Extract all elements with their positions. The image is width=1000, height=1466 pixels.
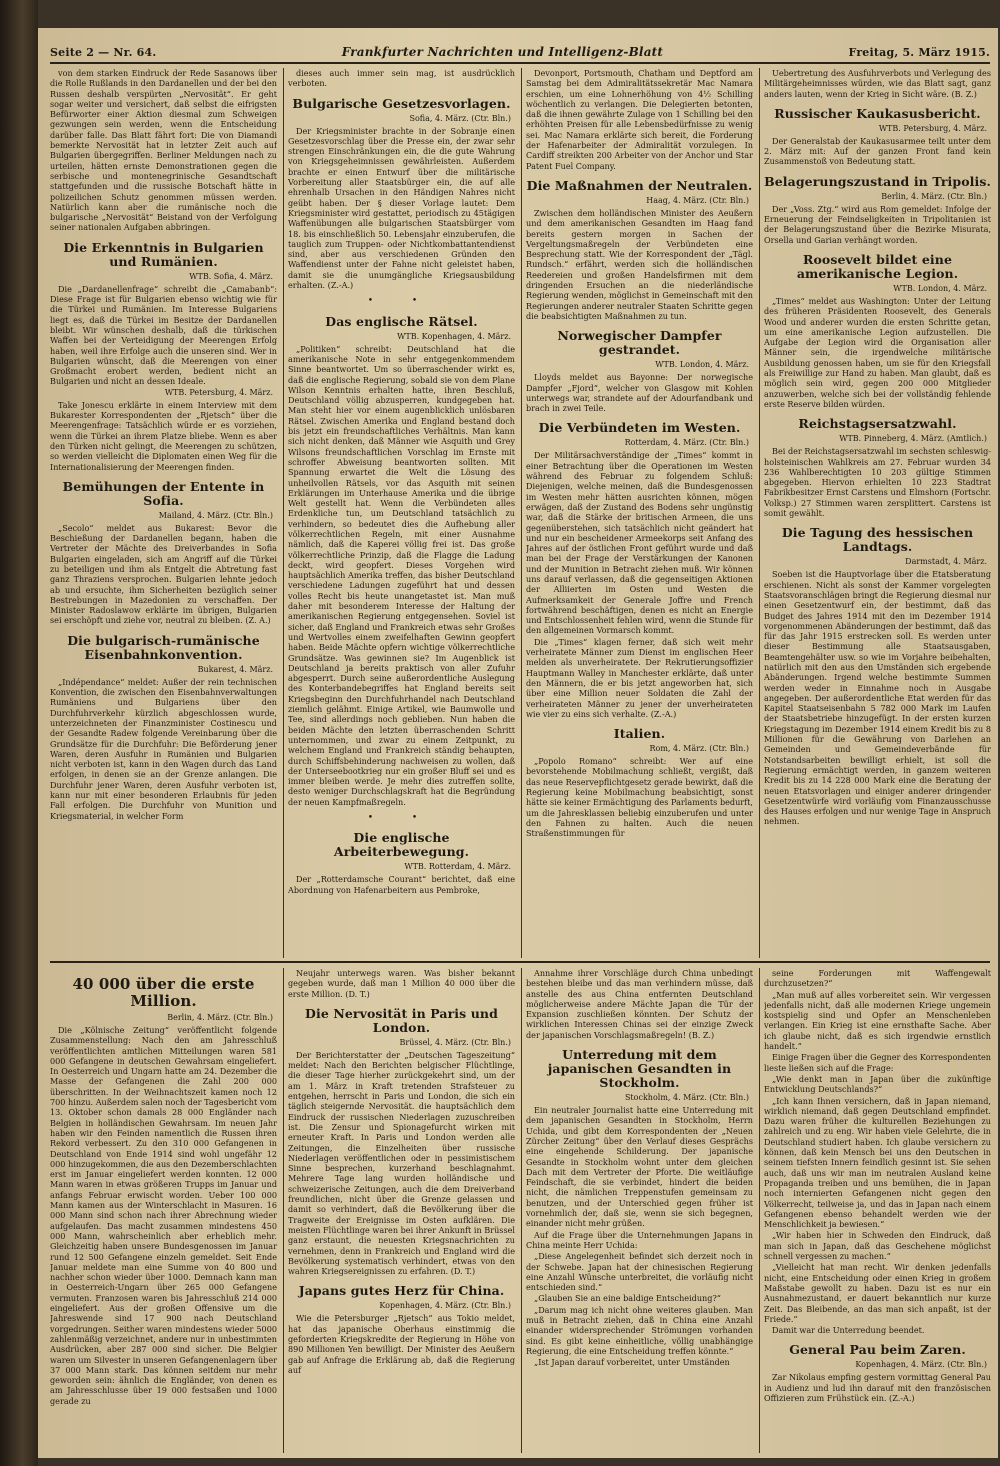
top-section — [50, 68, 990, 958]
dateline: Mailand, 4. März. (Ctr. Bln.) — [158, 510, 273, 520]
article-text: Der Berichterstatter der „Deutschen Tageszeitung“ meldet: Nach den Berichten belgischer Flüchtlinge, die dieser Tage hierher zurückgekehrt sind, um der am 1. März in Kraft tretenden Strafsteuer zu entgehen, herrscht in Paris und London, die sich ein täglich steigernde Nervosität. die hauptsächlich dem Eindruck der russischen Niederlagen zuzuschreiben ist. Die Zensur und Spionagefurcht wirken mit erneuter Kraft. In Paris und London werden alle Zeitungen, die Einzelheiten über russische Niederlagen veröffentlichen oder in pessimistischem Sinne besprechen, kurzerhand beschlagnahmt. Mehrere Tage lang wurden holländische und schweizerische Zeitungen, auch die dem Dreiverband freundlichen, nicht über die Grenze gelassen und damit so verhindert, daß die Bevölkerung über die Tragweite der Ereignisse im Osten aufklären. Die meisten Flüchtlinge waren bei ihrer Ankunft in Brüssel ganz erstaunt, die neuesten Kriegsnachrichten zu vernehmen, denn in Frankreich und England wird die Bevölkerung systematisch verhindert, etwas von den wahren Kriegsereignissen zu erfahren. (D. T.) — [288, 1049, 515, 1277]
column-divider — [759, 68, 760, 958]
article-text: Neujahr unterwegs waren. Was bisher bekannt gegeben wurde, daß man 1 Million 40 000 über die erste Million. (D. T.) — [288, 968, 515, 999]
bottom-section — [50, 968, 990, 1453]
dateline: Rotterdam, 4. März. (Ctr. Bln.) — [624, 438, 749, 448]
article-text: „Secolo“ meldet aus Bukarest: Bevor die Beschießung der Dardanellen begann, haben die Vertreter der Mächte des Dreiverbandes in Sofia Bulgarien eingeladen, sich am Angriff auf die Türkei zu beteiligen und ihm als Entgelt die Abtretung fast ganz Thraziens versprochen. Bulgarien lehnte jedoch ab und ersuchte, ihm Sicherheiten bezüglich seiner Bestrebungen in Mazedonien zu verschaffen. Der Minister Radoslawow erklärte im übrigen, Bulgarien sei erschöpft und ziehe vor, neutral zu bleiben. (Z. A.) — [50, 522, 277, 626]
article-text: „Glauben Sie an eine baldige Entscheidung?“ — [534, 1293, 721, 1304]
article-text: Der Militärsachverständige der „Times“ kommt in einer Betrachtung über die Operationen im Westen während des Februar zu folgendem Schluß: Diejenigen, welche meinen, daß die Bundesgenossen im Westen mehr hätten ausrichten können, mögen erwägen, daß der Zustand des Bodens sehr ungünstig war, daß die Stärke der britischen Armeen, die uns gegenüberstehen, sich tatsächlich nicht geändert hat und nur ein bescheidener Armeekorps seit Anfang des Jahres auf der östlichen Front geführt wurde und daß man bei der Frage der Verstärkungen der Kanonen und der Munition in Betracht ziehen muß. Wir können uns darauf verlassen, daß die gegenseitigen Aktionen der Alliierten im Osten und Westen die Aufmerksamkeit der Generale Joffre und French fortwährend beschäftigen, denen es nicht an Energie und Entschlossenheit fehlen wird, wenn die Stunde für den allgemeinen Vormarsch kommt. — [526, 450, 753, 636]
column-divider — [283, 68, 284, 958]
dateline: Brüssel, 4. März. (Ctr. Bln.) — [399, 1037, 511, 1047]
article-text: Die „Dardanellenfrage“ schreibt die „Camabanb“: Diese Frage ist für Bulgarien ebenso wichtig wie für die Türkei und Rumänien. Im Interesse Bulgariens liegt es, daß die Türkei im Besitze der Dardanellen bleibt. Wir wünschen deshalb, daß die türkischen Waffen bei der Verteidigung der Meerengen Erfolg haben, weil ihre Erfolge auch die unseren sind. Wer in Bulgarien wünscht, daß die Meerengen von einer Großmacht erobert werden, bedient nicht an Bulgarien und nicht an dessen Ideale. — [50, 283, 277, 387]
dateline: WTB. Petersburg, 4. März. — [164, 387, 273, 397]
article-text: Zar Nikolaus empfing gestern vormittag General Pau in Audienz und lud ihn darauf mit den französischen Offizieren zum Frühstück ein. (Z.-A.) — [764, 1372, 991, 1403]
dateline: Sofia, 4. März. (Ctr. Bln.) — [409, 113, 511, 123]
headline: Das englische Rätsel. — [325, 313, 478, 329]
article-text: „Diese Angelegenheit befindet sich derzeit noch in der Schwebe. Japan hat der chinesischen Regierung eine Anzahl Wünsche unterbreitet, die vorläufig nicht entschieden sind.“ — [526, 1251, 753, 1293]
article-text: Der „Rotterdamsche Courant“ berichtet, daß eine Abordnung von Hafenarbeitern aus Pembroke, — [288, 874, 515, 895]
article-text: von dem starken Eindruck der Rede Sasanows über die Rolle Rußlands in den Dardanellen und der bei den Russen deshalb verspürten „Nervosität“. Er geht sogar weiter und versichert, daß selbst die eifrigsten Befürworter einer Aktion diesmal zum Schweigen gezwungen sein werden, wenn die Entscheidung darüber falle. Das Blatt fährt fort: Die von Diamandi bemerkte Nervosität hat in letzter Zeit auch auf Bulgarien übergegriffen. Berliner Meldungen nach zu urteilen, hätten ernste Demonstrationen gegen die serbische und montenegrinische Gesandtschaft stattgefunden und die russische Botschaft hätte in polizeilichen Schutz genommen müssen werden. Natürlich kann aber die rumänische noch die bulgarische „Nervosität“ Beistand von der Verfolgung seiner nationalen Aufgaben abbringen. — [50, 68, 277, 233]
article-text: „Wie denkt man in Japan über die zukünftige Entwicklung Deutschlands?“ — [764, 1073, 991, 1095]
dateline: Berlin, 4. März. (Ctr. Bln.) — [881, 191, 987, 201]
dateline: Darmstadt, 4. März. — [905, 557, 987, 567]
article-text: Der „Voss. Ztg.“ wird aus Rom gemeldet: Infolge der Erneuerung der Feindseligkeiten in Tripolitanien ist der Belagerungszustand über die Bezirke Misurata, Orsella und Garian verhängt worden. — [764, 203, 991, 245]
headline: Roosevelt bildet eine amerikanische Legion. — [796, 251, 959, 281]
article-text: Zwischen dem holländischen Minister des Aeußern und dem amerikanischen Gesandten im Haag fand bereits gestern morgen in Sachen der Vergeltungsmaßregeln der Verbündeten eine Besprechung statt. Wie der Korrespondent der „Tägl. Rundsch.“ erfährt, werden sich die holländischen Reedereien und großen Handelsfirmen mit dem dringenden Ersuchen an die niederländische Regierung wenden, möglichst in Gemeinschaft mit den Regierungen anderer neutraler Staaten Schritte gegen die beabsichtigten Maßnahmen zu tun. — [526, 207, 753, 321]
newspaper-title: Frankfurter Nachrichten und Intelligenz-Blatt — [341, 45, 664, 59]
article-text: Soeben ist die Hauptvorlage über die Etatsberatung erschienen. Nicht als sonst der Kammer vorgelegten Staatsvoranschlägen bringt die Regierung diesmal nur einen Gesetzentwurf ein, der bestimmt, daß das Budget des Jahres 1914 mit den im Dezember 1914 vorgenommenen Abänderungen der bestimmt, daß das für das Jahr 1915 erstrecken soll. Es werden unter dieser Bestimmung alle Staatsausgaben, Beamtengehälter usw. so wie im Vorjahre beibehalten, natürlich mit den aus den Umständen sich ergebende Abänderungen. Irgend welche bestimmte Summen werden weder in Einnahme noch in Ausgabe angegeben. Der außerordentliche Etat werden für das Kapitel Staatseisenbahn 5 782 000 Mark im Laufen der Staatsbetriebe hinzugefügt. In der ersten kurzen Kriegstagung im Dezember 1914 einem Kredit bis zu 8 Millionen für die Gewährung von Darlehen an Gemeinden und Gemeindeverbände für Notstandsarbeiten bewilligt erhielt, ist soll die Regierung ermächtigt werden, in ganzem weiteren Kredit bis zu 14 228 000 Mark eine die Beratung der neuen Etatsvorlagen und einiger anderer dringender Gesetzentwürfe wird vorläufig vom Finanzausschusse des Hauses erfolgen und nur wenige Tage in Anspruch nehmen. — [764, 569, 991, 827]
article-text: Einige Fragen über die Gegner des Korrespondenten lieste ließen sich auf die Frage: — [764, 1052, 991, 1073]
headline: Unterredung mit dem japanischen Gesandten in Stockholm. — [547, 1047, 732, 1091]
dateline: Stockholm, 4. März. (Ctr. Bln.) — [624, 1093, 749, 1103]
headline: Japans gutes Herz für China. — [298, 1283, 505, 1299]
dateline: WTB. London, 4. März. — [893, 283, 987, 293]
dateline: WTB. Kopenhagen, 4. März. — [397, 331, 511, 341]
article-text: Der Generalstab der Kaukasusarmee teilt unter dem 2. März mit: Auf der ganzen Front fand kein Zusammenstoß von Bedeutung statt. — [764, 135, 991, 167]
newspaper-page — [38, 28, 998, 1458]
dateline: Kopenhagen, 4. März. (Ctr. Bln.) — [379, 1301, 511, 1311]
article-text: „Wir haben hier in Schweden den Eindruck, daß man sich in Japan, daß das Geschehene möglichst schnell vergessen zu machen.“ — [764, 1230, 991, 1262]
book-binding — [0, 0, 38, 1466]
headline: Die Maßnahmen der Neutralen. — [526, 177, 753, 193]
dateline: Berlin, 4. März. (Ctr. Bln.) — [167, 1013, 273, 1022]
article-text: dieses auch immer sein mag, ist ausdrücklich verboten. — [288, 68, 515, 89]
column-4 — [764, 68, 991, 958]
article-text: „Man muß auf alles vorbereitet sein. Wir vergessen jedenfalls nicht, daß alle modernen Kriege ungemein kostspielig sind und Opfer an Menschenleben verlangen. Ein Krieg ist eine ernsthafte Sache. Aber ich glaube nicht, daß es sich irgendwie ernstlich handelt.“ — [764, 989, 991, 1052]
article-text: „Vielleicht hat man recht. Wir denken jedenfalls nicht, eine Entscheidung oder einen Krieg in großem Maßstabe gewollt zu haben. Dazu ist es nur ein Ausnahmezustand, er dauert bekanntlich nur kurze Zeit. Das Bleibende, an das man sich anpaßt, ist der Friede.“ — [764, 1262, 991, 1324]
column-divider — [759, 968, 760, 1453]
article-text: Auf die Frage über die Unternehmungen Japans in China meinte Herr Uchida: — [526, 1229, 753, 1250]
article-text: Der Kriegsminister brachte in der Sobranje einen Gesetzesvorschlag über die Presse ein, der zwar sehr strengen Einschränkungen ein, die die gute Wahrung von Kriegsgeheimnissen gewährleisten. Außerdem brachte er einen Entwurf über die militärische Vorbereitung aller Staatsbürger ein, die auf alle ehrenhalb Ursachen in den Händigen Nahres nicht geübt haben. Der § dieser Vorlage lautet: Dem Kriegsminister wird gestattet, periodisch zu 45tägigen Waffenübungen alle bulgarischen Staatsbürger vom 18. bis einschließlich 50. Lebensjahr einzuberufen, die tauglich zum Truppen- oder Nichtkombattantendienst sind, aber aus verschiedenen Gründen den Waffendienst unter der Fahne nicht geleistet haben, damit sie die unumgängliche Kriegsausbildung erhalten. (Z.-A.) — [288, 125, 515, 291]
headline: Die Verbündeten im Westen. — [538, 420, 741, 436]
article-text: Annahme ihrer Vorschläge durch China unbedingt bestehen bleibe und das man verhindern müsse, daß anstelle des aus China entfernten Deutschland möglicherweise andere Mächte Japan die Tür der Expansion zuschließen könnten. Der Schutz der wirklichen Interessen Chinas sei der einzige Zweck der japanischen Vorschlagsmaßregeln! (B. Z.) — [526, 968, 753, 1040]
column-divider — [283, 968, 284, 1453]
dateline: WTB. Rotterdam, 4. März. — [404, 862, 511, 872]
dateline: Rom, 4. März. (Ctr. Bln.) — [649, 744, 749, 754]
article-text: „Times“ meldet aus Washington: Unter der Leitung des früheren Präsidenten Roosevelt, des Generals Wood und anderer wurden die ersten Schritte getan, um eine amerikanische Legion aufzustellen. Die Aufgabe der Legion wird die Organisation aller Männer sein, die irgendwelche militärische Ausbildung genossen haben, um sie für den Kriegsfall als Freiwillige zur Hand zu haben. Man glaubt, daß es möglich sein wird, gegen 200 000 Mitglieder anzuwerben, welche sich bei der vollständig fehlende erste Reserve bilden würden. — [764, 295, 991, 409]
bottom-column-2 — [288, 968, 515, 1453]
article-text: Lloyds meldet aus Bayonne: Der norwegische Dampfer „Fjord“, welcher von Glasgow mit Kohlen unterwegs war, strandete auf der Adourfandbank und brach in zwei Teile. — [526, 372, 753, 414]
dateline: WTB. Sofia, 4. März. — [189, 271, 273, 281]
headline: Norwegischer Dampfer gestrandet. — [557, 328, 722, 358]
section-divider — [50, 961, 990, 963]
headline: Die bulgarisch-rumänische Eisenbahnkonvention. — [67, 632, 260, 662]
issue-date: Freitag, 5. März 1915. — [848, 45, 990, 59]
headline: Die Nervosität in Paris und London. — [305, 1005, 498, 1035]
headline: General Pau beim Zaren. — [789, 1342, 966, 1358]
article-text: „Darum mag ich nicht ohne weiteres glauben. Man muß in Betracht ziehen, daß in China eine Anzahl einander widersprechender Strömungen vorhanden sind. Es gibt keine einheitliche, völlig unabhängige Regierung, die eine Entscheidung treffen könnte.“ — [526, 1304, 753, 1356]
headline: Belagerungszustand in Tripolis. — [764, 173, 991, 189]
headline: Die Tagung des hessischen Landtags. — [781, 525, 974, 555]
article-text: „Popolo Romano“ schreibt: Wer auf eine bevorstehende Mobilmachung schließt, vergißt, daß das neue Reservepflichtgesetz gerade bewirkt, daß die Regierung keine Mobilmachung beabsichtigt, sonst hätte sie keiner Ermächtigung des Parlaments bedurft, um die Jahresklassen beliebig einzuberufen und unter den Fahnen zu halten. Auch die neuen Straßenstimmungen für — [526, 756, 753, 839]
headline: Reichstagsersatzwahl. — [798, 416, 957, 432]
article-text: Uebertretung des Ausfuhrverbots und Verlegung des Militärgeheimnisses würden, wie das Blatt sagt, ganz anders lauten, wenn der Krieg in Sicht wäre. (B. Z.) — [764, 68, 991, 99]
headline: Die Erkenntnis in Bulgarien und Rumänien. — [63, 239, 264, 269]
dateline: WTB. London, 4. März. — [655, 360, 749, 370]
dateline: Kopenhagen, 4. März. (Ctr. Bln.) — [855, 1360, 987, 1370]
masthead — [50, 42, 990, 64]
column-divider — [521, 68, 522, 958]
dateline: WTB. Pinneberg, 4. März. (Amtlich.) — [839, 434, 987, 444]
bottom-column-4 — [764, 968, 991, 1453]
headline: 40 000 über die erste Million. — [72, 975, 255, 1010]
article-text: Devonport, Portsmouth, Chatham und Deptford am Samstag bei dem Admiralitätssekretär Mac Namara erschien, um eine Lohnerhöhung von 4½ Schilling wöchentlich zu verlangen. Die Delegierten betonten, daß die ihnen gewährte Zulage von 1 Schilling bei den erhöhten Preisen für alle Lebensbedürfnisse zu wenig sei. Mac Namara erklärte sich bereit, die Forderung der Hafenarbeiter der Admiralität vorzulegen. In Cardiff streikten 200 Arbeiter von der Anchor und Star Patent Fuel Company. — [526, 68, 753, 171]
headline: Bulgarische Gesetzesvorlagen. — [292, 95, 511, 111]
article-text: Take Jonescu erklärte in einem Interview mit dem Bukarester Korrespondenten der „Rjetsch“ über die Meerengenfrage: Tatsächlich würde er es vorziehen, wenn die Türkei an ihrem Platze bliebe. Wenn es aber den Türken nicht gelingt, die Meerengen zu schützen, so werden vielleicht die Diplomaten einen Weg für die Internationalisierung der Meerengen finden. — [50, 399, 277, 472]
section-ornament: • • — [367, 296, 436, 307]
article-text: Die „Kölnische Zeitung“ veröffentlicht folgende Zusammenstellung: Nach den am Jahresschluß veröffentlichten amtlichen Mitteilungen waren 581 000 Gefangene in deutschen Gewahrsam eingeliefert. In Oesterreich und Ungarn hatte am 24. Dezember die Masse der Gefangenen die Zahl 200 000 überschritten. In der Weihnachtszeit kamen noch 12 700 hinzu. Außerdem salen noch der Tagesbericht vom 13. Oktober schon damals 28 000 Engländer nach Belgien in holländischen Gewahrsam. Im neuen Jahr haben wir den Feinden namentlich die Russen ihren Rekord verbessert. Zu den 310 000 Gefangenen in Deutschland von Ende 1914 sind wohl ungefähr 12 000 hinzugekommen, die aus den Dezemberschlachten erst im Januar eingeliefert werden konnten. 12 000 Mann waren in etwas größeren Trupps im Januar und anfangs Februar erwischt worden. Ueber 100 000 Mann kamen aus der Winterschlacht in Masuren. 16 000 Mann sind schon nach ihrer Abrechnung wieder aufgelaufen. Das macht zusammen mindestens 450 000 Mann, wahrscheinlich aber erheblich mehr. Gleichzeitig haben unsere Bundesgenossen im Januar rund 12 500 Gefangene einzeln gemeldet. Seit Ende Januar meldete man eine Summe von 40 800 und nachher schon wieder über 1000. Demnach kann man in Oesterreich-Ungarn über 265 000 Gefangene vermuten. Franzosen waren bis Jahresschluß 214 000 eingeliefert. Aus der großen Offensive um die Jahreswende sind 17 900 nach Deutschland vorgedrungen. Seither waren mindestens wieder 5000 zahlenmäßig verzeichnet, andere nur in unbestimmten Ausdrücken, aber 287 000 sind sicher. Die Belgier waren um Silvester in unseren Gefangenenlagern über 37 000 Mann stark. Das können seitdem nur mehr geworden sein: ähnlich die Engländer, von denen es am Jahresschlusse über 19 000 festsaßen und 1000 gerade zu — [50, 1025, 277, 1406]
section-ornament: • • — [367, 813, 436, 823]
bottom-column-1 — [50, 968, 277, 1453]
headline: Russischer Kaukasusbericht. — [774, 105, 981, 121]
article-text: seine Forderungen mit Waffengewalt durchzusetzen?“ — [764, 968, 991, 989]
column-divider — [521, 968, 522, 1453]
dateline: Haag, 4. März. (Ctr. Bln.) — [646, 195, 749, 205]
headline: Die englische Arbeiterbewegung. — [333, 830, 470, 860]
article-text: Die „Times“ klagen ferner, daß sich weit mehr verheiratete Männer zum Dienst im englischen Heer melden als unverheiratete. Der Rekrutierungsoffizier Hauptmann Walley in Manchester erklärte, daß unter den Männern, die er bis jetzt angeworben hat, sich über eine Million neuer Soldaten die Zahl der verheirateten Männer zu jener der unverheirateten wie vier zu eins sich verhalte. (Z.-A.) — [526, 636, 753, 719]
bottom-column-3 — [526, 968, 753, 1453]
column-3 — [526, 68, 753, 958]
article-text: Bei der Reichstagsersatzwahl im sechsten schleswig-holsteinischen Wahlkreis am 27. Februar wurden 34 236 Wahlberechtigten 10 203 gültige Stimmen abgegeben. Hiervon erhielten 10 223 Stadtrat Fabrikbesitzer Ernst Carstens und Elmshorn (Fortschr. Volksp.) 27 Stimmen waren zersplittert. Carstens ist somit gewählt. — [764, 446, 991, 519]
page-number: Seite 2 — Nr. 64. — [50, 45, 157, 59]
column-1 — [50, 68, 277, 958]
article-text: „Ist Japan darauf vorbereitet, unter Umständen — [534, 1357, 730, 1368]
article-text: „Ich kann Ihnen versichern, daß in Japan niemand, wirklich niemand, daß gegen Deutschland empfindet. Dazu waren früher die kulturellen Beziehungen zu zahlreich und zu eng. Wir haben viele Gelehrte, die in Deutschland studiert haben. Ich glaube versichern zu können, daß kein Mensch bei uns den Deutschen in seinem tiefsten Innern feindlich gesinnt ist. Sie sehen auch, daß uns wir man im neutralen Ausland keine Propaganda treiben und uns bemühen, die in Japan noch internierten Gefangenen nicht gegen den Völkerrecht, teilweise ja, und das in Japan nach einem Gefangenen ebenso behandelt werden wie der Menschlichkeit ja bewiesen.“ — [764, 1095, 991, 1230]
dateline: WTB. Petersburg, 4. März. — [878, 123, 987, 133]
headline: Bemühungen der Entente in Sofia. — [62, 478, 265, 508]
article-text: „Indépendance“ meldet: Außer der rein technischen Konvention, die zwischen den Eisenbahnverwaltungen Rumäniens und Bulgariens über den Durchfuhrverkehr kürzlich abgeschlossen wurde, unterzeichneten der Finanzminister Costinescu und der Gesandte Radew folgende Vereinbarung über die Grundsätze für die Durchfuhr: Die Beförderung jener Waren, deren Ausfuhr in Rumänien und Bulgarien nicht verboten ist, kann in den Wagen durch das Land erfolgen, in denen sie an der Grenze anlangen. Die Durchfuhr jener Waren, deren Ausfuhr verboten ist, kann nur mit einer besonderen Erlaubnis für jeden Fall erfolgen. Die Durchfuhr von Munition und Kriegsmaterial, in welcher Form — [50, 676, 277, 821]
dateline: Bukarest, 4. März. — [197, 664, 273, 674]
article-text: Damit war die Unterredung beendet. — [772, 1325, 925, 1336]
article-text: Wie die Petersburger „Rjetsch“ aus Tokio meldet, hat das japanische Oberhaus einstimmig die geforderten Kriegskredite der Regierung in Höhe von 890 Millionen Yen bewilligt. Der Minister des Aeußern gab auf Anfrage die Erklärung ab, daß die Regierung auf — [288, 1313, 515, 1375]
headline: Italien. — [613, 726, 666, 742]
article-text: „Politiken“ schreibt: Deutschland hat die amerikanische Note in sehr entgegenkommendem Sinne beantwortet. Um so überraschender wirkt es, daß die englische Regierung, sobald sie von dem Plane Wilson Kenntnis erhalten hatte, ihren Beschluß, Deutschland völlig abzusperren, kundgegeben hat. Man steht hier vor einem augenblicklich unlösbaren Rätsel. Zwischen Amerika und England bestand doch bis jetzt ein freundschaftliches Verhältnis. Man kann sich nicht denken, daß Männer wie Asquith und Grey Wilsons freundschaftlichen Vorschlag im Ernste mit schroffer Abweisung beantworten sollten. Mit Spannung erwartet die Welt die Lösung des unheilvollen Rätsels, vor das Asquith mit seinen Erklärungen im Unterhause Amerika und die übrige Welt gestellt hat. Wenn die Verbündeten alles Erdenkliche tun, um Deutschland tatsächlich zu verhindern, so bedeutet dies die Aufhebung aller völkerrechtlichen Regeln, mit einer Ausnahme nämlich, daß die Kaperei völlig frei ist. Das große völkerrechtliche Prinzip, daß die Flagge die Ladung deckt, wird geopfert. Dieses Vorgehen wird hauptsächlich Amerika treffen, das bisher Deutschland verschiedene Ladungen zugeführt hat und dessen volles Recht bis heute unangetastet ist. Man muß daher mit besonderem Interesse der Haltung der amerikanischen Regierung entgegensehen. Soviel ist sicher, daß England und Frankreich etwas sehr Großes und Wertvolles einem zweifelhaften Gewinn geopfert haben. Beide Mächte opfern wichtige völkerrechtliche Grundsätze. Was gewinnen sie? Im Augenblick ist Deutschland ja bereits praktisch von aller Zufuhr abgesperrt. Durch seine außerordentliche Auslegung des Konterbandebegriffes hat England bereits seit Kriegsbeginn den Durchfuhrhandel nach Deutschland ziemlich gelähmt. Einige Artikel, wie Baumwolle und Tee, sind allerdings noch geblieben. Nun haben die beiden Mächte den letzten überraschenden Schritt unternommen, und zwar zu einem Zeitpunkt, zu welchem England und Frankreich ständig behaupten, durch Schiffsbehinderung nachweisen zu wollen, daß der Unterseebootkrieg nur ein großer Bluff sei und es immer bleiben werde. Je mehr dies zutreffen sollte, desto weniger Durchschlagskraft hat die Begründung der neuen Kampfmaßregeln. — [288, 343, 515, 807]
article-text: Ein neutraler Journalist hatte eine Unterredung mit dem japanischen Gesandten in Stockholm, Herrn Uchida, und gibt dem Korrespondenten der „Neuen Zürcher Zeitung“ über den Verlauf dieses Gesprächs eine eingehende Schilderung. Der japanische Gesandte in Stockholm wohnt unter dem gleichen Dach mit dem Vertreter der Pforte. Die weitläufige Feindschaft, die sie verbindet, hindert die beiden nicht, die nämlichen Treppenstufen gemeinsam zu benutzen, und der Unterschied gegen früher ist vornehmlich der, daß sie, wenn sie sich begegnen, einander nicht mehr grüßen. — [526, 1105, 753, 1229]
column-2 — [288, 68, 515, 958]
